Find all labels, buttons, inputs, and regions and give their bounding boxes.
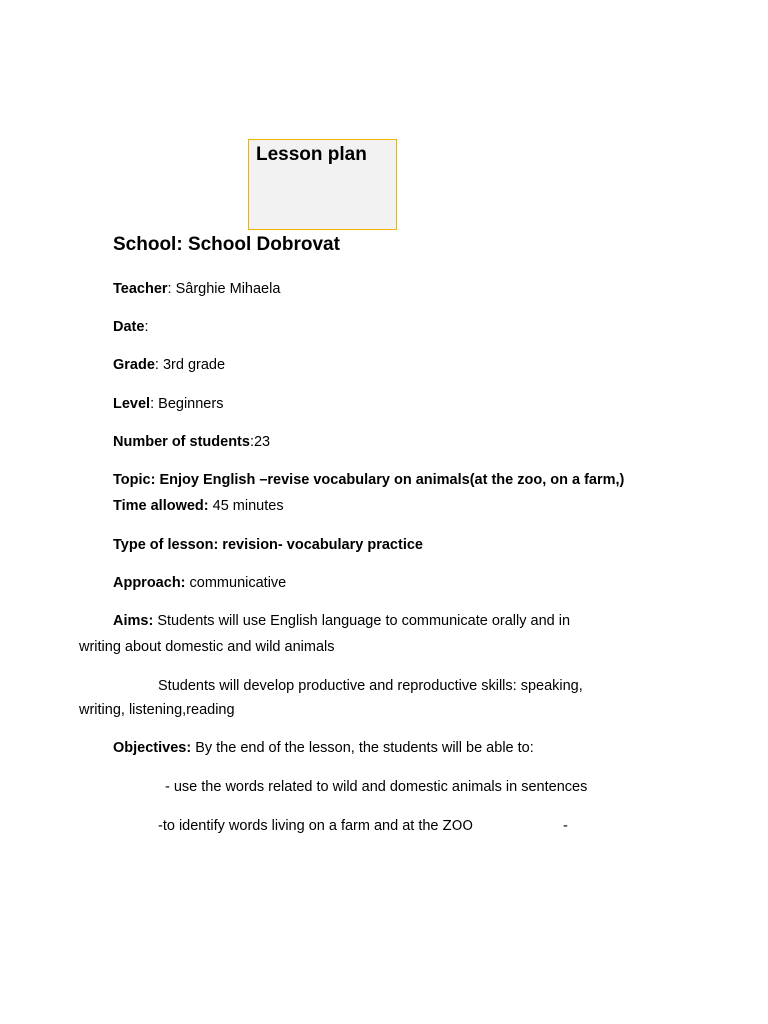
aims-line-1 (113, 612, 570, 630)
topic-line: Topic: Enjoy English –revise vocabulary on animals(at the zoo, on a farm,) (113, 472, 625, 488)
teacher-label: Teacher (113, 281, 168, 297)
lesson-plan-title: Lesson plan (256, 144, 367, 165)
aims-line-2: writing about domestic and wild animals (79, 639, 335, 655)
students-sep: : (249, 434, 254, 450)
aims-label: Aims: (113, 613, 154, 629)
approach-line (113, 574, 286, 592)
objective-item-2-dash: - (563, 818, 568, 834)
objective-item-2-text: -to identify words living on a farm and at the (158, 818, 443, 834)
students-label: Number of students (113, 434, 250, 450)
time-label: Time allowed: (113, 498, 209, 514)
level-label: Level (113, 396, 151, 412)
school-heading: School: School Dobrovat (113, 234, 340, 255)
aims-line-3: Students will develop productive and reproductive skills: speaking, (158, 678, 583, 694)
time-value: 45 minutes (208, 498, 284, 514)
objective-item-2 (158, 817, 473, 835)
title-box (248, 139, 397, 230)
aims-text-1: Students will use English language to communicate orally and in (153, 613, 571, 629)
objectives-line (113, 739, 534, 757)
time-line (113, 497, 284, 515)
date-label: Date (113, 319, 145, 335)
level-line (113, 395, 223, 413)
objective-item-2-zoo: ZOO (442, 818, 474, 834)
students-line (113, 433, 270, 451)
approach-value: communicative (185, 575, 287, 591)
objectives-label: Objectives: (113, 740, 192, 756)
teacher-sep: : (167, 281, 176, 297)
date-sep: : (144, 319, 149, 335)
approach-label: Approach: (113, 575, 186, 591)
lesson-type-line: Type of lesson: revision- vocabulary practice (113, 537, 423, 553)
teacher-line (113, 280, 280, 298)
teacher-value: Sârghie Mihaela (175, 281, 281, 297)
objectives-text: By the end of the lesson, the students will be able to: (191, 740, 534, 756)
level-sep: : (150, 396, 159, 412)
date-line (113, 318, 148, 336)
grade-line (113, 356, 225, 374)
level-value: Beginners (158, 396, 224, 412)
objective-item-1: - use the words related to wild and domestic animals in sentences (165, 779, 588, 795)
grade-value: 3rd grade (162, 357, 226, 373)
students-value: 23 (253, 434, 271, 450)
grade-sep: : (154, 357, 163, 373)
grade-label: Grade (113, 357, 155, 373)
aims-line-4: writing, listening,reading (79, 702, 235, 718)
